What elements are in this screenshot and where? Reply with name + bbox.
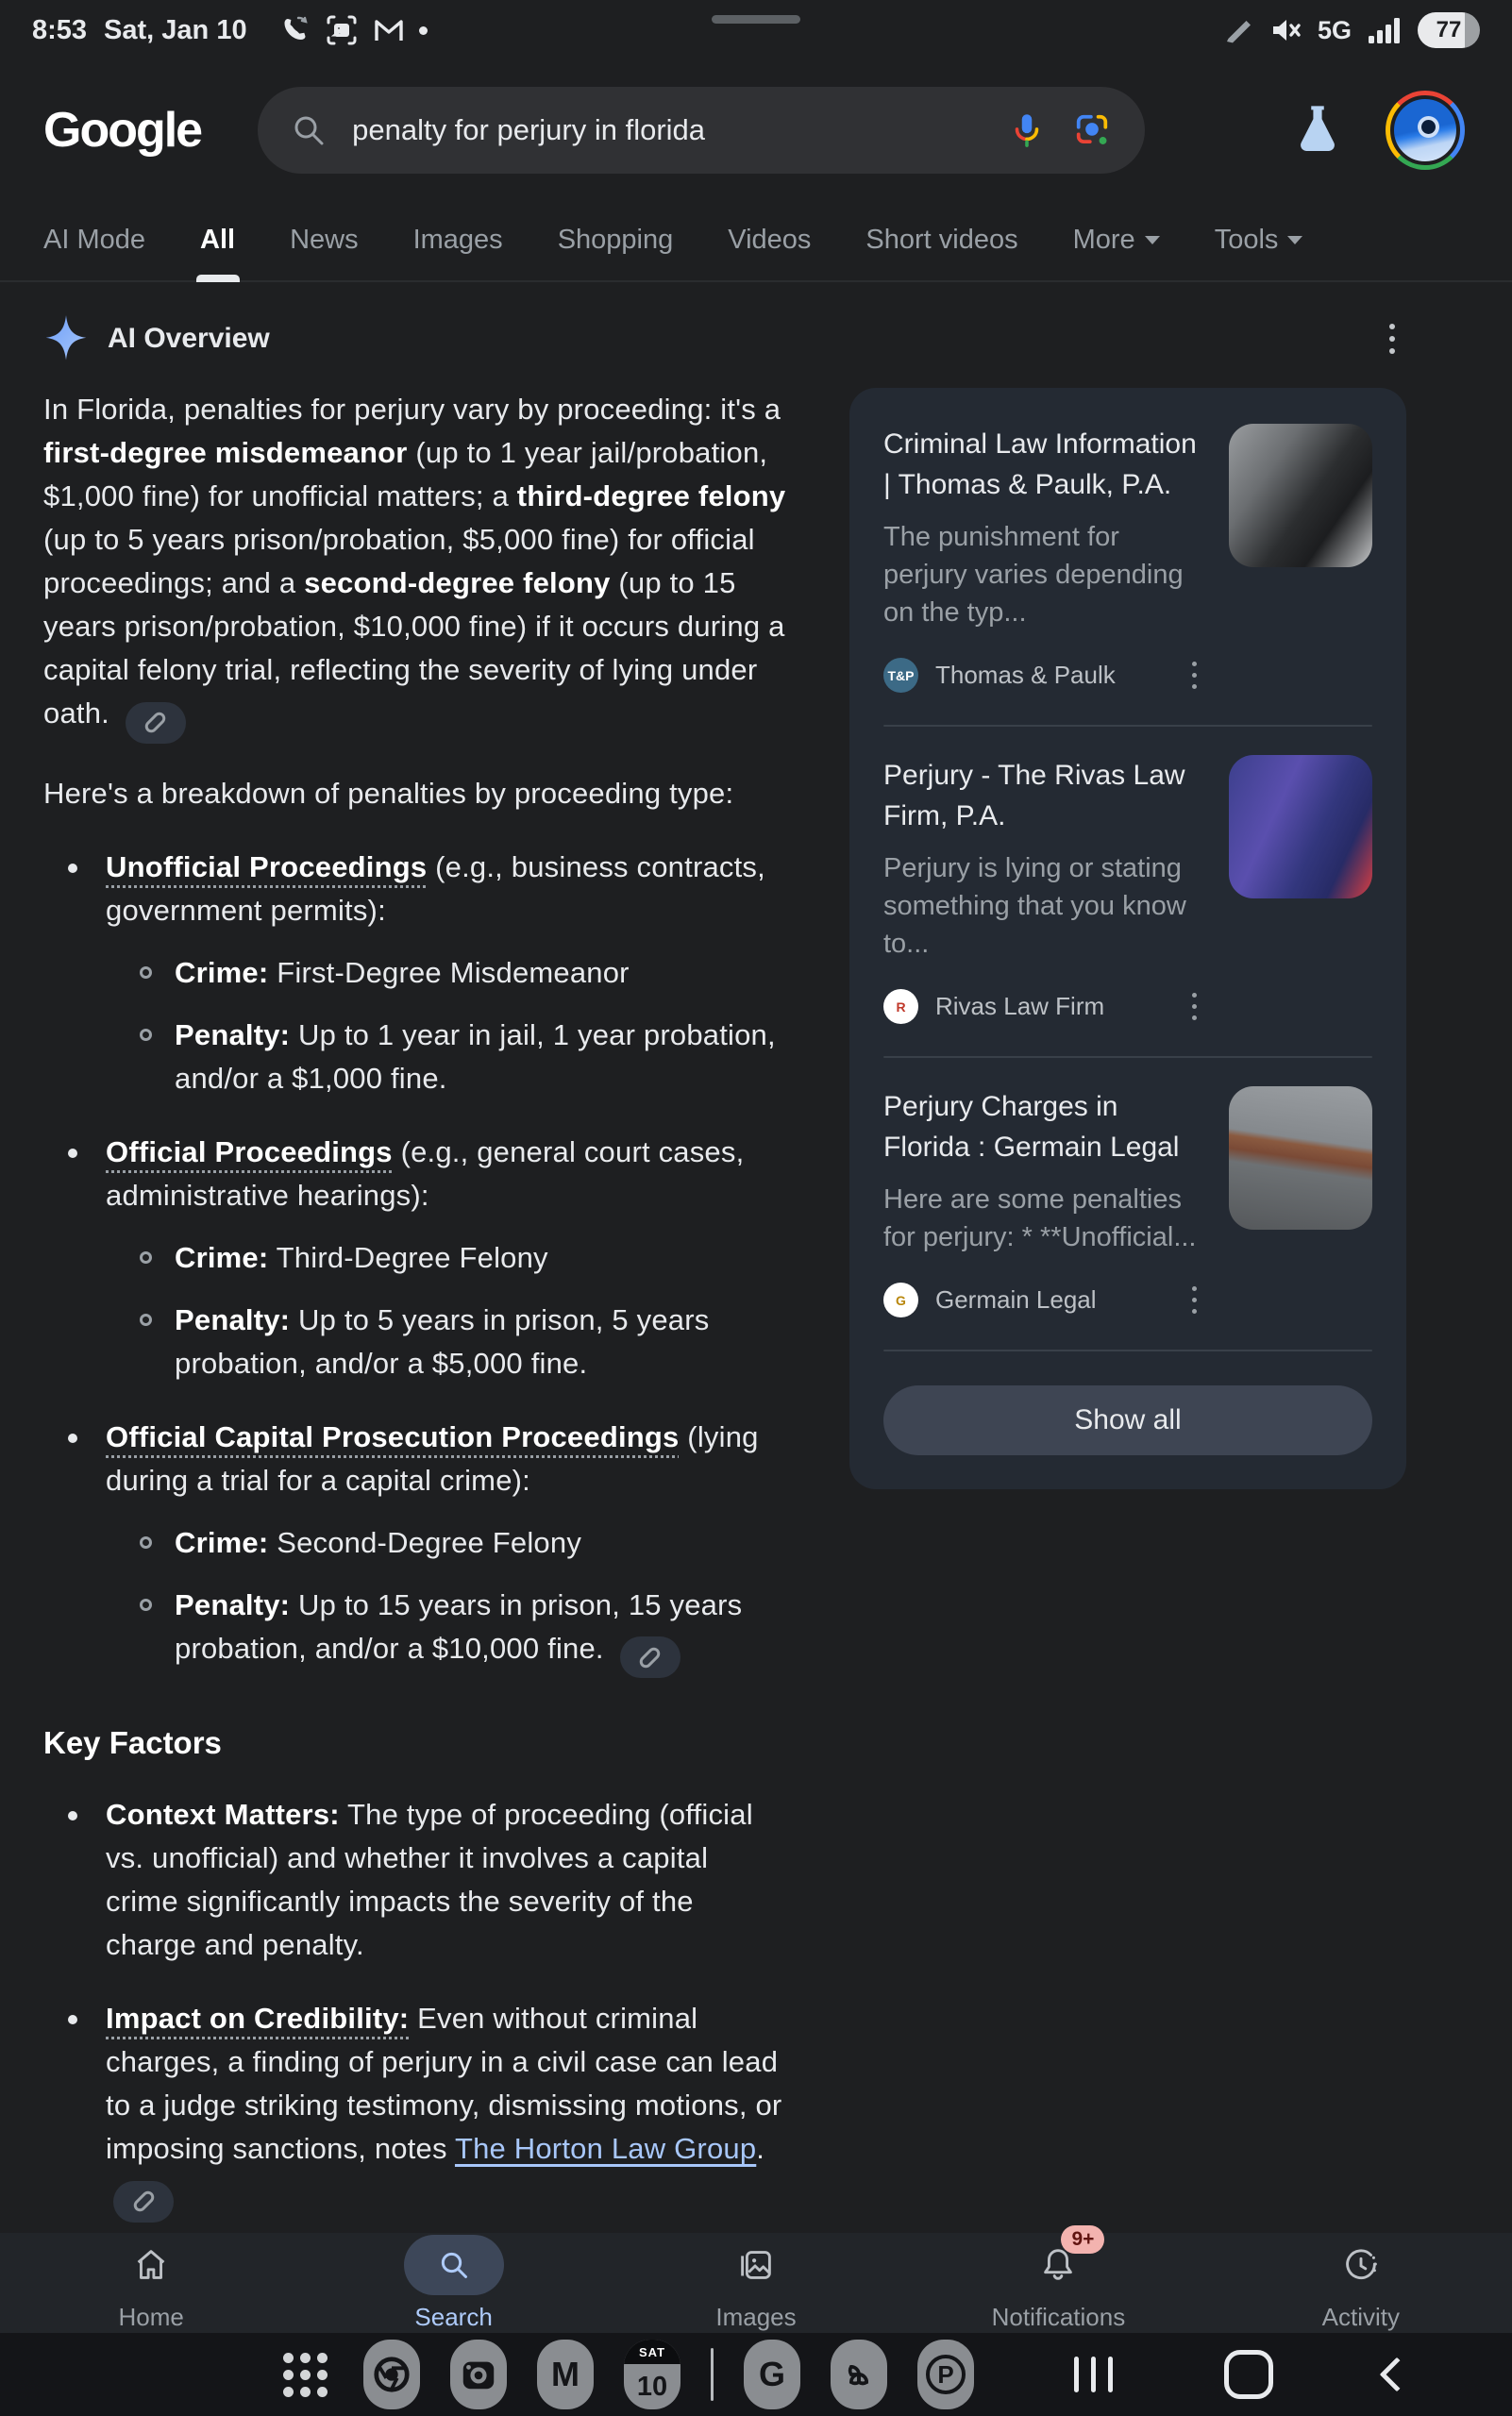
nav-activity[interactable]: Activity — [1210, 2235, 1512, 2332]
apps-grid-button[interactable] — [283, 2353, 328, 2397]
source-favicon: R — [883, 989, 918, 1024]
sub-bullet-icon — [140, 1536, 152, 1549]
home-icon — [129, 2235, 173, 2295]
bell-icon — [1036, 2227, 1095, 2295]
tab-images[interactable]: Images — [412, 225, 503, 255]
back-button[interactable] — [1380, 2357, 1415, 2392]
ai-overview-header — [0, 282, 1512, 363]
sub-bullet-icon — [140, 1029, 152, 1041]
wifi-calling-icon — [279, 14, 311, 46]
home-button[interactable] — [1224, 2350, 1273, 2399]
divider — [883, 725, 1372, 727]
list-item-heading: Unofficial Proceedings (e.g., business contracts, government permits): — [106, 849, 765, 927]
screenshot-icon — [325, 13, 359, 47]
sub-bullet-icon — [140, 966, 152, 979]
source-snippet: The punishment for perjury varies depending on the typ... — [883, 522, 1184, 628]
gmail-app-icon[interactable]: M — [537, 2340, 594, 2409]
calendar-day: 10 — [636, 2371, 668, 2402]
sources-card — [849, 388, 1406, 1489]
source-favicon: G — [883, 1283, 918, 1317]
paperclip-icon — [143, 710, 168, 735]
bottom-navigation — [0, 2227, 1512, 2333]
source-name: Thomas & Paulk — [935, 661, 1116, 689]
source-menu-button[interactable] — [1184, 985, 1204, 1028]
key-factor-item: Context Matters: The type of proceeding (official vs. unofficial) and whether it involves a capital crime significantly impacts the severity of the charge and penalty. — [43, 1793, 787, 1967]
battery-indicator: 77 — [1418, 12, 1480, 48]
chrome-app-icon[interactable] — [363, 2340, 420, 2409]
sources-column — [849, 388, 1406, 1489]
list-item-heading: Official Capital Prosecution Proceedings (lying during a trial for a capital crime): — [106, 1419, 759, 1497]
list-item — [43, 1416, 787, 1679]
sub-list-item: Penalty: Up to 5 years in prison, 5 years probation, and/or a $5,000 fine. — [106, 1299, 787, 1385]
recents-button[interactable] — [1074, 2357, 1113, 2392]
notification-dot-icon — [419, 26, 428, 35]
list-item — [43, 1131, 787, 1385]
bullet-icon — [68, 2015, 77, 2024]
drag-handle[interactable] — [712, 15, 800, 24]
ai-sparkle-icon — [43, 314, 89, 363]
nav-search[interactable]: Search — [302, 2235, 604, 2332]
sub-list-item: Penalty: Up to 15 years in prison, 15 years probation, and/or a $10,000 fine. — [106, 1584, 787, 1679]
sub-bullet-icon — [140, 1599, 152, 1611]
show-all-button[interactable]: Show all — [883, 1385, 1372, 1455]
bullet-icon — [68, 1434, 77, 1443]
source-menu-button[interactable] — [1184, 1279, 1204, 1321]
source-snippet: Here are some penalties for perjury: * **Unofficial... — [883, 1184, 1197, 1252]
activity-clock-icon — [1339, 2235, 1383, 2295]
ai-overview-text-column — [43, 388, 787, 2223]
paperclip-icon — [637, 1645, 663, 1670]
tab-all[interactable]: All — [200, 210, 235, 280]
source-result[interactable] — [883, 1086, 1372, 1321]
search-icon — [290, 111, 328, 149]
images-icon — [734, 2235, 778, 2295]
gmail-icon — [372, 13, 406, 47]
source-name: Germain Legal — [935, 1285, 1097, 1314]
mic-icon[interactable] — [1007, 110, 1047, 150]
search-icon — [435, 2246, 473, 2284]
search-header — [0, 47, 1512, 174]
source-snippet: Perjury is lying or stating something that you know to... — [883, 853, 1186, 959]
network-type: 5G — [1317, 15, 1352, 44]
divider — [883, 1350, 1372, 1351]
nav-images[interactable]: Images — [605, 2235, 907, 2332]
app-dock — [0, 2333, 1512, 2416]
ai-overview-menu-button[interactable] — [1382, 316, 1403, 361]
camera-app-icon[interactable] — [450, 2340, 507, 2409]
tab-tools[interactable]: Tools — [1215, 210, 1303, 280]
source-menu-button[interactable] — [1184, 654, 1204, 696]
bullet-icon — [68, 864, 77, 873]
bullet-icon — [68, 1149, 77, 1158]
search-query[interactable]: penalty for perjury in florida — [352, 113, 706, 146]
notification-badge: 9+ — [1061, 2225, 1104, 2254]
ai-overview-paragraph: In Florida, penalties for perjury vary by proceeding: it's a first-degree misdemeanor (up to 1 year jail/probation, $1,000 fine) for unofficial matters; a third-degree felony (up to 5 years prison/probation, $5,000 fine) for official proceedings; and a second-degree felony (up to 15 years prison/probation, $10,000 fine) if it occurs during a capital felony trial, reflecting the severity of lying under oath. — [43, 388, 787, 744]
clock: 8:53 — [32, 14, 88, 45]
source-thumbnail[interactable] — [1229, 424, 1372, 567]
divider — [883, 1056, 1372, 1058]
tab-more[interactable]: More — [1073, 210, 1160, 280]
sub-list-item: Crime: First-Degree Misdemeanor — [106, 951, 787, 995]
source-favicon: T&P — [883, 658, 918, 693]
source-thumbnail[interactable] — [1229, 755, 1372, 898]
date: Sat, Jan 10 — [104, 14, 247, 45]
sub-list-item: Penalty: Up to 1 year in jail, 1 year probation, and/or a $1,000 fine. — [106, 1014, 787, 1100]
ai-overview-title: AI Overview — [108, 323, 270, 354]
chevron-down-icon — [1287, 236, 1302, 244]
key-factor-item: Impact on Credibility: Even without criminal charges, a finding of perjury in a civil case can lead to a judge striking testimony, dismissing motions, or imposing sanctions, notes The Horton Law Group. — [43, 1997, 787, 2223]
photos-app-icon[interactable] — [831, 2340, 887, 2409]
calendar-weekday: SAT — [624, 2340, 680, 2364]
result-filter-tabs — [0, 210, 1512, 282]
source-name: Rivas Law Firm — [935, 992, 1105, 1020]
stylus-icon — [1223, 15, 1253, 45]
sub-bullet-icon — [140, 1251, 152, 1264]
calendar-app-icon[interactable] — [624, 2340, 680, 2409]
tab-videos[interactable]: Videos — [728, 225, 812, 255]
key-factors-heading: Key Factors — [43, 1725, 222, 1760]
sub-list-item: Crime: Third-Degree Felony — [106, 1236, 787, 1280]
source-title[interactable]: Perjury - The Rivas Law Firm, P.A. — [883, 760, 1185, 831]
source-thumbnail[interactable] — [1229, 1086, 1372, 1230]
source-link-chip[interactable] — [620, 1636, 680, 1678]
source-title[interactable]: Criminal Law Information | Thomas & Paulk, P.A. — [883, 428, 1197, 500]
mute-icon — [1268, 13, 1302, 47]
pinterest-app-icon[interactable]: P — [917, 2340, 974, 2409]
source-title[interactable]: Perjury Charges in Florida : Germain Legal — [883, 1091, 1180, 1163]
lens-icon[interactable] — [1071, 109, 1113, 151]
list-item — [43, 846, 787, 1100]
nav-notifications[interactable]: 9+ Notifications — [907, 2235, 1209, 2332]
selected-pill — [404, 2235, 504, 2295]
ai-overview-paragraph: Here's a breakdown of penalties by proceeding type: — [43, 776, 734, 810]
profile-avatar[interactable] — [1386, 91, 1465, 170]
list-item-heading: Official Proceedings (e.g., general court cases, administrative hearings): — [106, 1134, 745, 1212]
sub-list-item: Crime: Second-Degree Felony — [106, 1521, 787, 1565]
google-app-icon[interactable]: G — [744, 2340, 800, 2409]
avatar-image — [1390, 95, 1460, 165]
source-link-chip[interactable] — [126, 702, 186, 744]
signal-icon — [1367, 15, 1403, 45]
tab-shopping[interactable]: Shopping — [557, 225, 674, 255]
tab-ai-mode[interactable]: AI Mode — [43, 225, 145, 255]
ai-overview-content — [0, 363, 1512, 2223]
source-result[interactable] — [883, 424, 1372, 696]
inline-link[interactable]: The Horton Law Group — [454, 2132, 757, 2165]
sub-bullet-icon — [140, 1314, 152, 1326]
labs-flask-icon[interactable] — [1289, 101, 1346, 159]
source-result[interactable] — [883, 755, 1372, 1028]
dock-divider — [711, 2348, 714, 2401]
google-logo: Google — [43, 103, 202, 158]
nav-home[interactable]: Home — [0, 2235, 302, 2332]
bullet-icon — [68, 1811, 77, 1820]
source-link-chip[interactable] — [113, 2181, 174, 2223]
tab-news[interactable]: News — [290, 225, 359, 255]
search-bar[interactable] — [258, 87, 1145, 174]
paperclip-icon — [131, 2189, 157, 2214]
tab-short-videos[interactable]: Short videos — [865, 225, 1018, 255]
chevron-down-icon — [1145, 236, 1160, 244]
status-bar — [0, 0, 1512, 47]
